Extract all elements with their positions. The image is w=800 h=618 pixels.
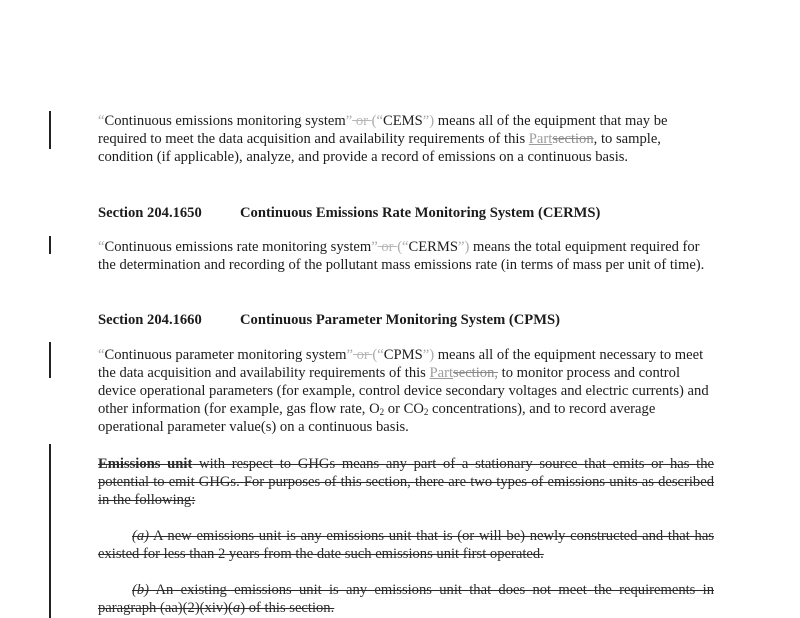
subparagraph-text: A new emissions unit is any emissions unit that is (or will be) newly constructed and that has existed for less than 2 years from the date such emissions unit first operated. [98, 528, 714, 562]
quote-open: “ [98, 239, 105, 255]
subparagraph-text: An existing emissions unit is any emissions unit that does not meet the requirements in paragraph (aa)(2)(xiv)( [98, 582, 714, 616]
quote-open: “ [98, 347, 105, 363]
definition-cems [98, 112, 714, 166]
deleted-word: section [552, 131, 594, 147]
definition-cerms [98, 238, 714, 274]
change-bar-2 [49, 236, 51, 254]
definition-cpms [98, 346, 714, 436]
quote-close: ” [346, 347, 353, 363]
section-number: Section 204.1660 [98, 312, 202, 328]
inserted-word: Part [429, 365, 454, 381]
subparagraph-text-end: ) of this section. [240, 600, 335, 616]
deleted-definition-emissions-unit [98, 455, 714, 509]
quote-close-2: ”) [422, 347, 435, 363]
section-heading-cerms [98, 205, 600, 222]
quote-close-2: ”) [458, 239, 470, 255]
definition-text: with respect to GHGs means any part of a stationary source that emits or has the potential to emit GHGs. For purposes of this section, there are two types of emissions units as described in the following: [98, 456, 715, 508]
quote-open: “ [98, 113, 105, 129]
quote-open-2: (“ [371, 113, 383, 129]
change-bar-4 [49, 444, 51, 618]
quote-close-2: ”) [422, 113, 435, 129]
definition-abbr: CERMS [408, 239, 459, 255]
section-title: Continuous Parameter Monitoring System (CPMS) [240, 312, 560, 328]
definition-text: means the total equipment required for the determination and recording of the pollutant mass emissions rate (in terms of mass per unit of time). [98, 239, 705, 273]
section-number: Section 204.1650 [98, 205, 202, 221]
quote-open-2: (“ [397, 239, 409, 255]
definition-text-3: or CO [384, 401, 424, 417]
deleted-subparagraph-b [98, 581, 714, 617]
subparagraph-inline-marker: a [232, 600, 241, 616]
section-heading-cpms [98, 312, 560, 329]
deleted-word: section, [453, 365, 499, 381]
change-bar-3 [49, 342, 51, 378]
definition-term: Continuous emissions rate monitoring system [104, 239, 372, 255]
definition-text: means all of the equipment necessary to meet the data acquisition and availability requirements of this [98, 347, 704, 381]
quote-open-2: (“ [372, 347, 384, 363]
deleted-or: or [377, 239, 398, 255]
definition-term: Emissions unit [98, 456, 193, 472]
subscript-co2: 2 [423, 407, 429, 417]
definition-text: means all of the equipment that may be required to meet the data acquisition and availability requirements of this [98, 113, 668, 147]
deleted-or: or [352, 113, 372, 129]
inserted-word: Part [528, 131, 553, 147]
subscript-o2: 2 [379, 407, 385, 417]
quote-close: ” [345, 113, 353, 129]
definition-text-4: concentrations), and to record average operational parameter value(s) on a continuous basis. [98, 401, 656, 435]
definition-term: Continuous parameter monitoring system [104, 347, 347, 363]
definition-text-end: , to sample, condition (if applicable), analyze, and provide a record of emissions on a continuous basis. [98, 131, 661, 165]
deleted-or: or [352, 347, 373, 363]
subparagraph-marker: (b) [132, 582, 150, 598]
definition-term: Continuous emissions monitoring system [104, 113, 346, 129]
quote-close: ” [371, 239, 378, 255]
change-bar-1 [49, 111, 51, 149]
definition-text-2: to monitor process and control device operational parameters (for example, control device secondary voltages and electric currents) and other information (for example, gas flow rate, O [98, 365, 709, 417]
deleted-subparagraph-a [98, 527, 714, 563]
definition-abbr: CEMS [383, 113, 423, 129]
section-title: Continuous Emissions Rate Monitoring System (CERMS) [240, 205, 601, 221]
subparagraph-marker: (a) [132, 528, 150, 544]
definition-abbr: CPMS [383, 347, 423, 363]
